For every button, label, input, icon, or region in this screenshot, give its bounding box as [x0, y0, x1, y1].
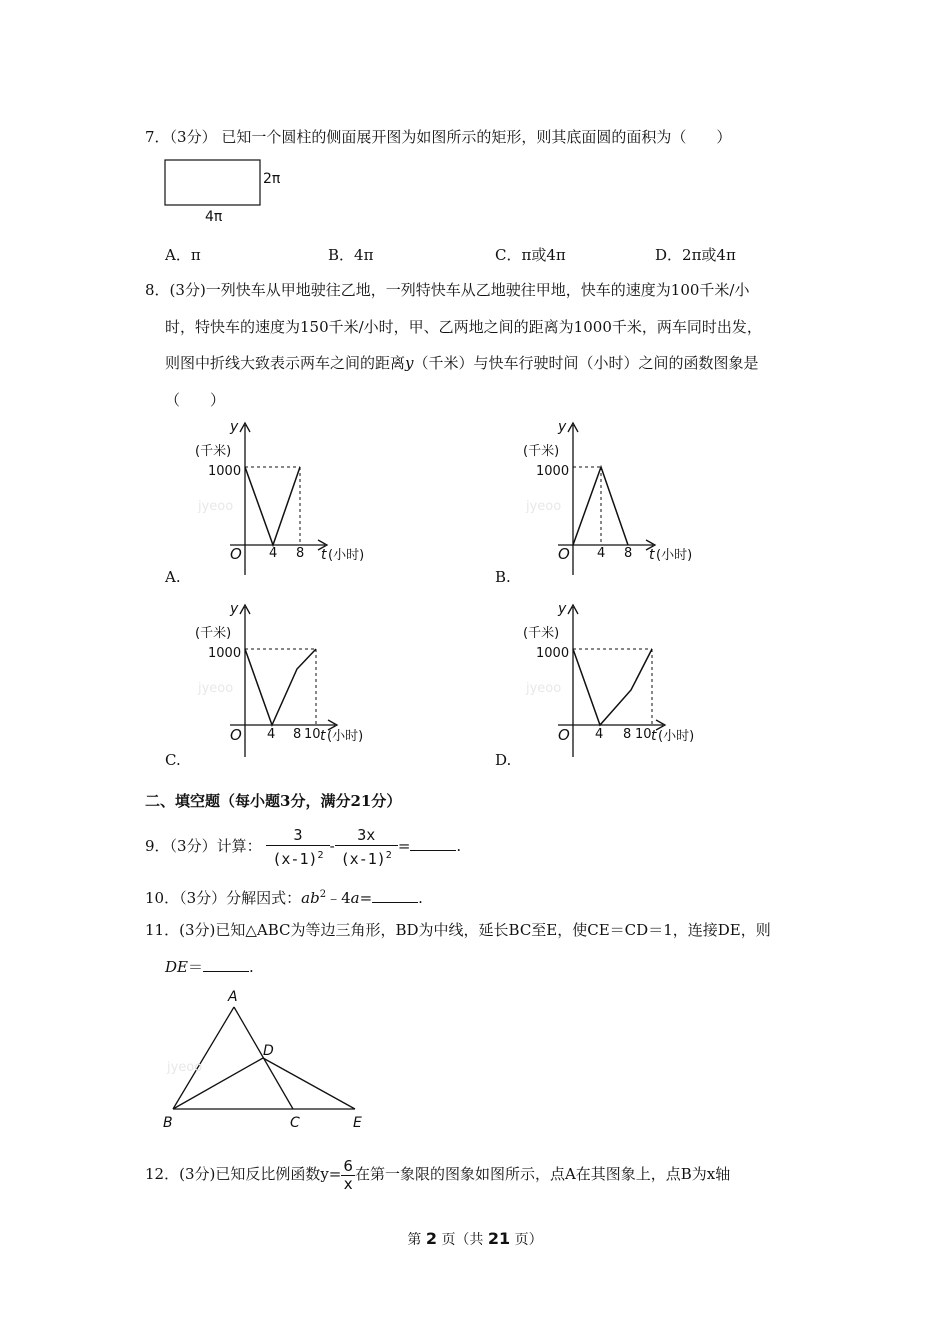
- footer-total-pages: 21: [487, 1229, 511, 1248]
- graph-polyline: [573, 649, 652, 725]
- q8-graph-d: [518, 597, 708, 762]
- graph-y-unit: (千米): [195, 626, 232, 641]
- q7-option-c[interactable]: C．π或4π: [495, 246, 566, 264]
- graph-y-label: y: [230, 601, 239, 617]
- footer-post: 页）: [514, 1232, 543, 1248]
- x-tick-4: 4: [595, 727, 604, 742]
- q10-answer-blank[interactable]: [372, 888, 418, 903]
- footer-page-number: 2: [425, 1229, 437, 1248]
- graph-y-unit: (千米): [523, 444, 560, 459]
- graph-y-label: y: [558, 419, 567, 435]
- q7-option-b[interactable]: B．4π: [328, 246, 374, 264]
- graph-x-label: t: [320, 728, 326, 744]
- q9-equals: =: [397, 837, 411, 855]
- segment-ab: [173, 1007, 234, 1109]
- q10-minus-4: ﹣4: [326, 889, 351, 907]
- q10-equals: =: [359, 889, 373, 907]
- y-tick-1000: 1000: [536, 646, 570, 661]
- q12-prefix: 12．(3分)已知反比例函数y=: [145, 1165, 342, 1183]
- segment-de: [263, 1058, 355, 1109]
- q11-period: .: [249, 958, 254, 976]
- q11-line-2: [165, 956, 254, 978]
- q9-minus: -: [329, 837, 335, 855]
- origin-label: O: [230, 726, 242, 744]
- q8-graph-b: [518, 415, 708, 580]
- q8-graph-c: [190, 597, 380, 762]
- q9-frac2-denominator: (x-1): [340, 850, 386, 868]
- q12-suffix: 在第一象限的图象如图所示，点A在其图象上，点B为x轴: [354, 1165, 731, 1183]
- q9-frac2-numerator: 3x: [335, 825, 398, 846]
- q10-period: .: [418, 889, 423, 907]
- footer-mid: 页（共: [441, 1232, 484, 1248]
- q8-var-y: y: [405, 354, 414, 372]
- q9-frac1-exponent: 2: [317, 850, 324, 861]
- q7-rectangle-figure: [160, 158, 290, 228]
- q8-option-d[interactable]: D.: [495, 751, 512, 769]
- origin-label: O: [230, 545, 242, 563]
- q11-triangle-figure: [155, 985, 385, 1135]
- point-c-label: C: [290, 1115, 300, 1131]
- x-tick-4: 4: [269, 546, 278, 561]
- q9-fraction-1: [266, 825, 329, 869]
- q9-frac2-denominator-wrap: [335, 846, 398, 869]
- footer-pre: 第: [407, 1232, 422, 1248]
- x-tick-10: 10: [635, 727, 652, 742]
- graph-y-label: y: [558, 601, 567, 617]
- q7-rectangle: [165, 160, 260, 205]
- watermark: jyeoo: [198, 681, 234, 696]
- graph-x-label: t: [651, 728, 657, 744]
- graph-x-unit: (小时): [328, 548, 365, 563]
- q8-line-2: 时，特快车的速度为150千米/小时，甲、乙两地之间的距离为1000千米，两车同时出发，: [165, 318, 762, 336]
- x-tick-10: 10: [304, 727, 321, 742]
- q12-numerator: 6: [343, 1156, 353, 1175]
- page-footer: [0, 1229, 950, 1249]
- x-tick-4: 4: [597, 546, 606, 561]
- graph-x-unit: (小时): [658, 729, 695, 744]
- watermark: jyeoo: [198, 499, 234, 514]
- graph-x-label: t: [649, 547, 655, 563]
- q10-term-ab: ab: [301, 889, 320, 907]
- x-tick-8: 8: [624, 546, 633, 561]
- q12-denominator: x: [343, 1174, 353, 1193]
- watermark: jyeoo: [167, 1060, 203, 1075]
- watermark: jyeoo: [526, 499, 562, 514]
- q9-answer-blank[interactable]: [410, 836, 456, 851]
- q12-fraction: [341, 1158, 355, 1193]
- point-d-label: D: [263, 1043, 274, 1059]
- q9-prefix: 9．（3分）计算：: [145, 837, 262, 855]
- q9-period: .: [456, 837, 462, 855]
- q8-line-3b: （千米）与快车行驶时间（小时）之间的函数图象是: [413, 354, 759, 372]
- graph-polyline: [245, 467, 300, 545]
- q9-fraction-2: [335, 825, 398, 869]
- q8-line-3: [165, 352, 759, 374]
- q7-option-d[interactable]: D．2π或4π: [655, 246, 736, 264]
- point-a-label: A: [228, 989, 238, 1005]
- q11-var-de: DE: [165, 958, 188, 976]
- q11-equals: ＝: [187, 958, 203, 976]
- q8-graph-a: [190, 415, 380, 580]
- graph-x-unit: (小时): [656, 548, 693, 563]
- point-e-label: E: [353, 1115, 362, 1131]
- y-tick-1000: 1000: [536, 464, 570, 479]
- q7-stem: [145, 126, 731, 148]
- q7-text: 已知一个圆柱的侧面展开图为如图所示的矩形，则其底面圆的面积为（ ）: [221, 128, 732, 146]
- q9-frac1-denominator: (x-1): [272, 850, 318, 868]
- x-tick-8: 8: [296, 546, 305, 561]
- section-2-heading: 二、填空题（每小题3分，满分21分）: [145, 792, 402, 810]
- point-b-label: B: [163, 1115, 173, 1131]
- q8-line-3a: 则图中折线大致表示两车之间的距离: [165, 354, 406, 372]
- q10-exponent: 2: [319, 889, 327, 900]
- q7-option-a[interactable]: A．π: [165, 246, 201, 264]
- q9-stem: [145, 822, 461, 870]
- q8-line-1: 8．(3分)一列快车从甲地驶往乙地，一列特快车从乙地驶往甲地，快车的速度为100千米/小: [145, 281, 750, 299]
- x-tick-8: 8: [293, 727, 302, 742]
- q10-prefix: 10．（3分）分解因式：: [145, 889, 302, 907]
- q7-score: （3分）: [169, 128, 217, 146]
- q10-term-a: a: [350, 889, 360, 907]
- q12-stem: [145, 1154, 730, 1194]
- graph-y-label: y: [230, 419, 239, 435]
- graph-y-unit: (千米): [195, 444, 232, 459]
- q8-option-c[interactable]: C.: [165, 751, 181, 769]
- graph-polyline: [245, 649, 316, 725]
- q10-stem: [145, 884, 423, 909]
- q11-line-1: 11．(3分)已知△ABC为等边三角形，BD为中线，延长BC至E，使CE＝CD＝1，连接DE，则: [145, 921, 771, 939]
- q8-option-b[interactable]: B.: [495, 568, 511, 586]
- y-tick-1000: 1000: [208, 464, 242, 479]
- q8-option-a[interactable]: A.: [165, 568, 181, 586]
- y-tick-1000: 1000: [208, 646, 242, 661]
- q8-answer-paren: （ ）: [165, 391, 226, 409]
- q9-frac1-denominator-wrap: [266, 846, 329, 869]
- origin-label: O: [558, 726, 570, 744]
- x-tick-4: 4: [267, 727, 276, 742]
- q7-number: 7．: [145, 128, 170, 146]
- q9-frac1-numerator: 3: [266, 825, 329, 846]
- watermark: jyeoo: [526, 681, 562, 696]
- q11-answer-blank[interactable]: [203, 957, 249, 972]
- graph-x-label: t: [321, 547, 327, 563]
- graph-y-unit: (千米): [523, 626, 560, 641]
- q9-frac2-exponent: 2: [385, 850, 392, 861]
- q7-side-label: 2π: [263, 171, 281, 187]
- q7-bottom-label: 4π: [205, 209, 223, 225]
- x-tick-8: 8: [623, 727, 632, 742]
- origin-label: O: [558, 545, 570, 563]
- graph-x-unit: (小时): [327, 729, 364, 744]
